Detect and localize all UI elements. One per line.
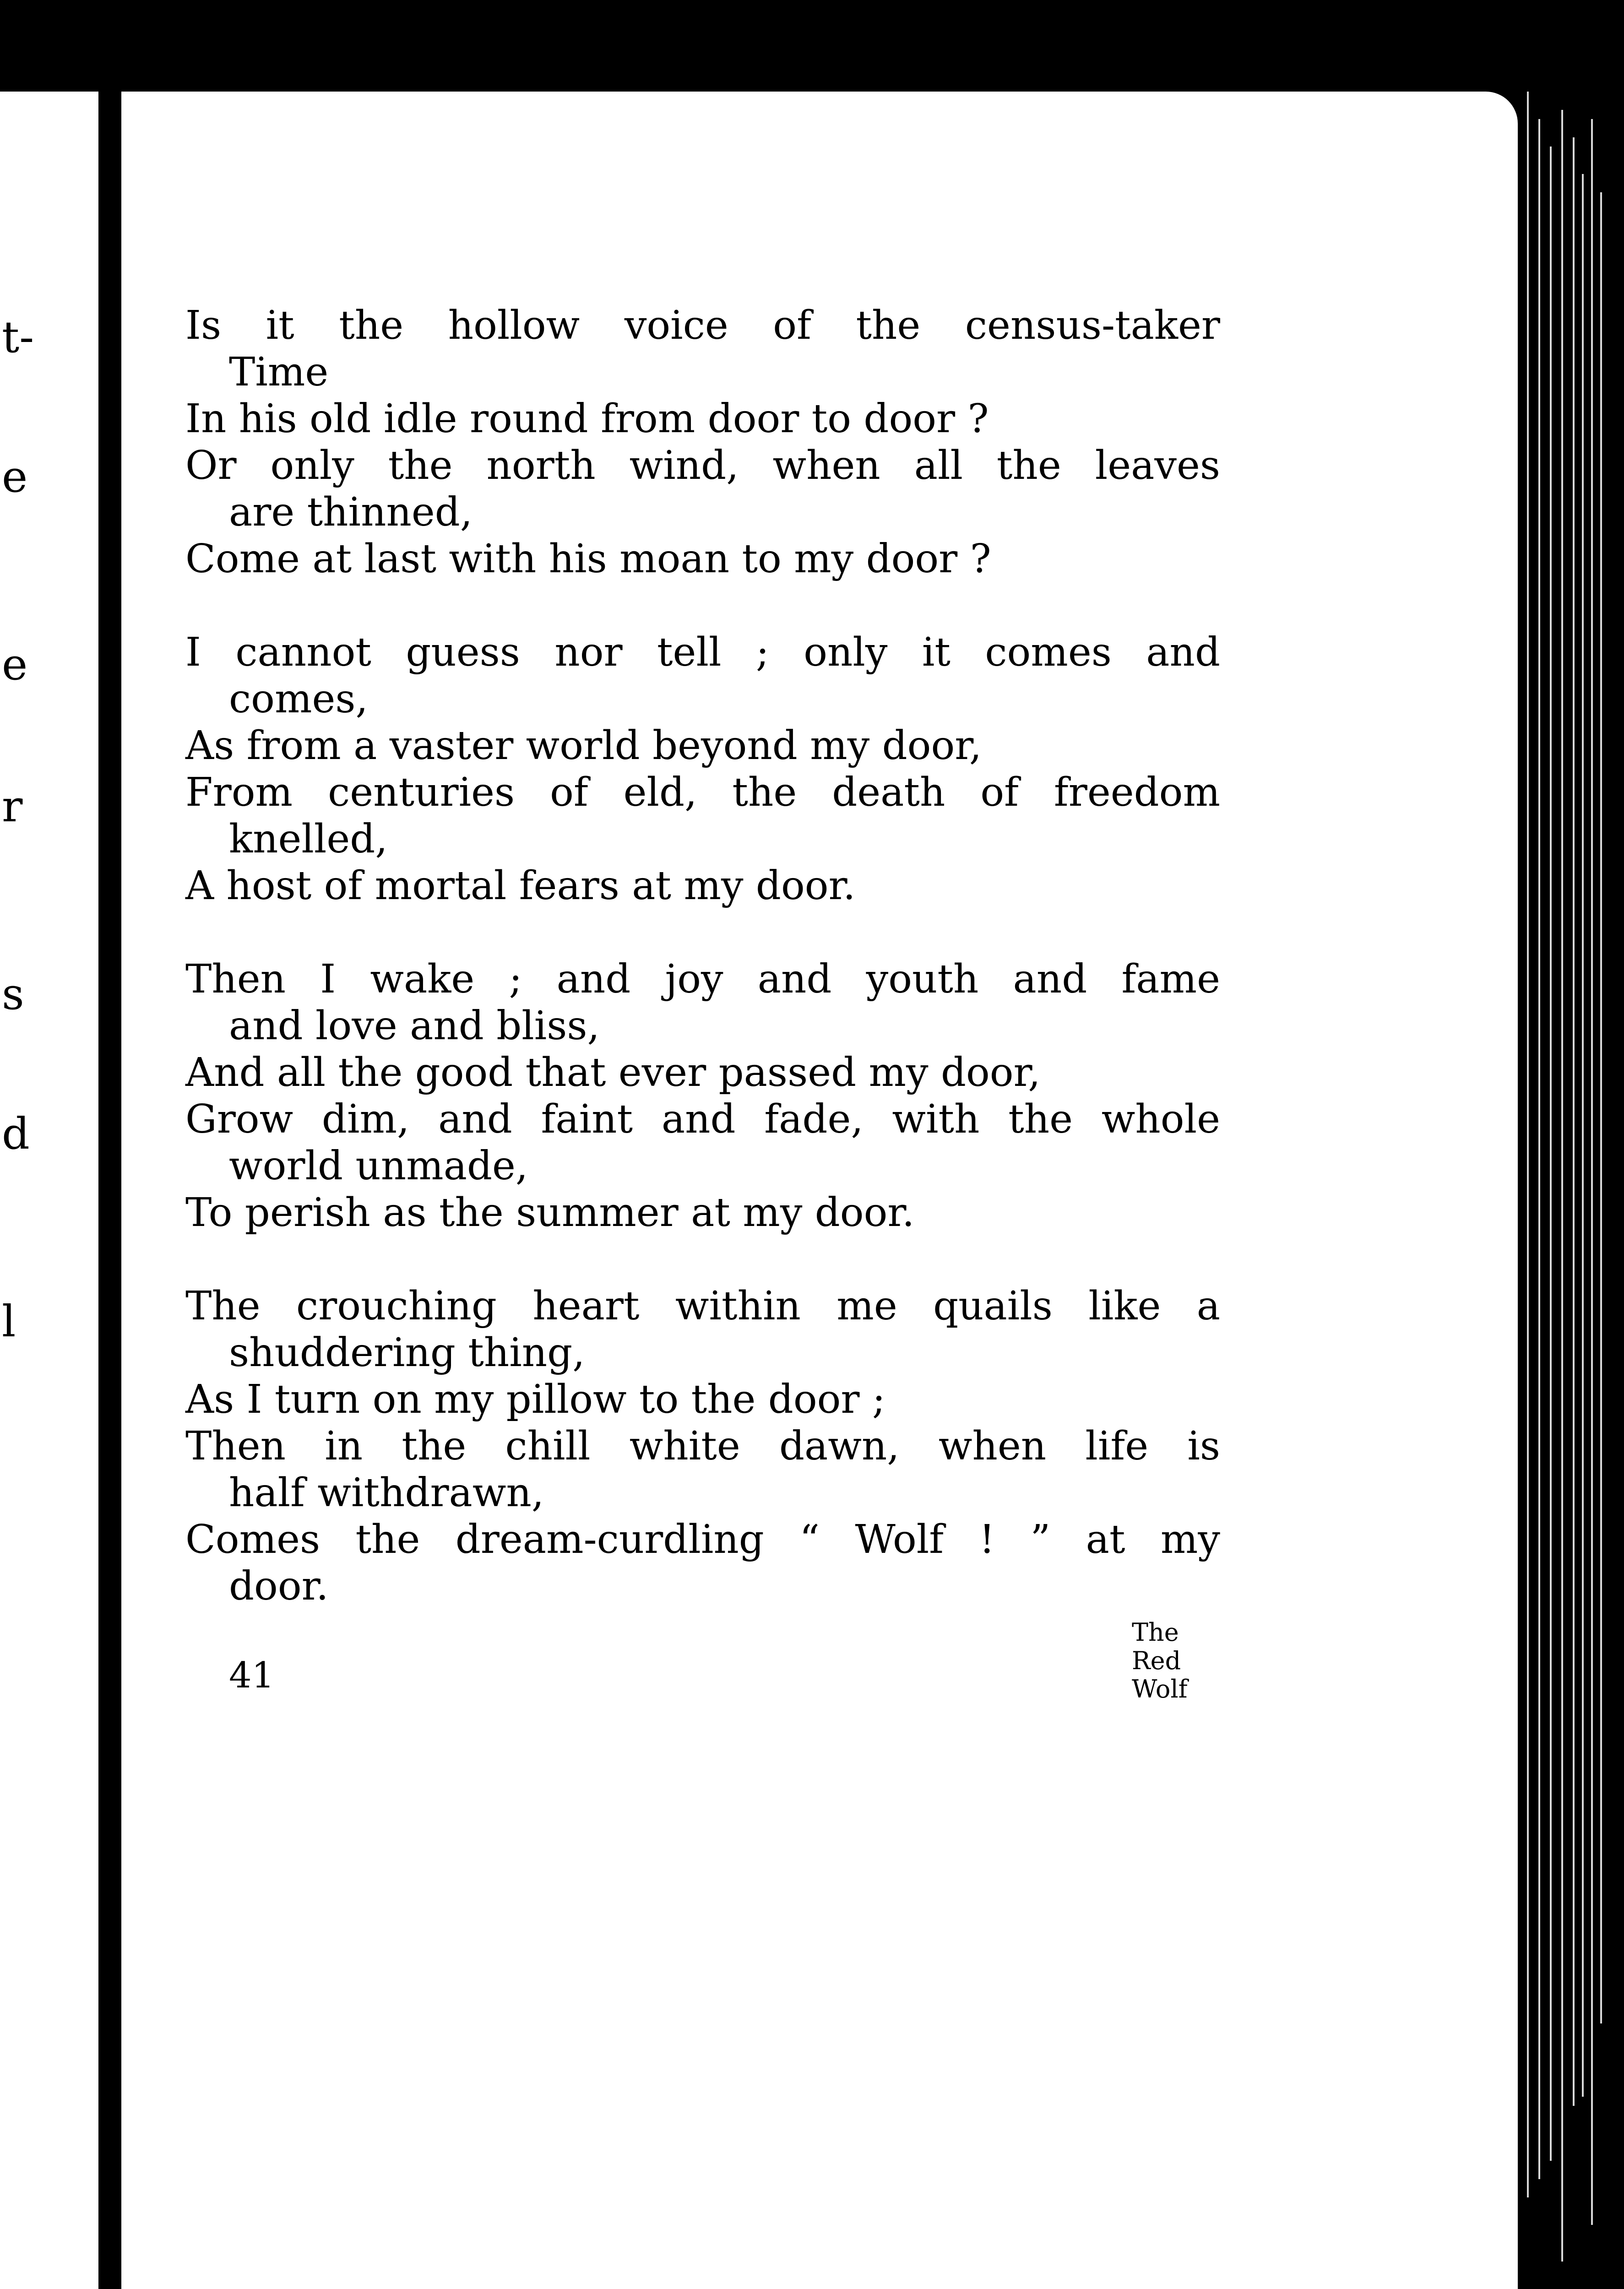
poem-line: In his old idle round from door to door ? (185, 396, 989, 442)
poem-line: Then I wake ; and joy and youth and fame (185, 956, 1220, 1002)
poem-line: Then in the chill white dawn, when life is (185, 1423, 1220, 1469)
poem-line-continuation: knelled, (229, 816, 388, 862)
poem-line-continuation: world unmade, (229, 1143, 528, 1189)
stanza (185, 1283, 1220, 1610)
poem-line: A host of mortal fears at my door. (185, 863, 856, 909)
page-edge-streak (1550, 146, 1552, 2161)
poem-line: As from a vaster world beyond my door, (185, 723, 982, 769)
margin-letter-fragment: e (2, 640, 28, 690)
poem-line: The crouching heart within me quails like a (185, 1283, 1220, 1329)
page-edge-streak (1527, 92, 1529, 2197)
poem-line-continuation: are thinned, (229, 489, 473, 535)
page-edge-streak (1582, 174, 1584, 2097)
page-edge-streak (1573, 137, 1575, 2106)
poem-line: Grow dim, and faint and fade, with the whole (185, 1096, 1220, 1142)
poem-line: From centuries of eld, the death of freedom (185, 770, 1220, 815)
margin-letter-fragment: s (2, 969, 24, 1020)
poem-line-continuation: door. (229, 1563, 329, 1609)
margin-letter-fragment: t- (2, 312, 34, 363)
poem-line-continuation: shuddering thing, (229, 1330, 585, 1376)
running-title-line: The (1132, 1618, 1179, 1647)
poem-line: Comes the dream-curdling “ Wolf ! ” at my (185, 1517, 1220, 1562)
poem-line: And all the good that ever passed my door, (185, 1050, 1041, 1096)
margin-letter-fragment: r (2, 781, 23, 832)
margin-letter-fragment: e (2, 452, 28, 502)
poem-line: Come at last with his moan to my door ? (185, 536, 991, 582)
poem-line-continuation: and love and bliss, (229, 1003, 600, 1049)
page-edge-streak (1561, 110, 1563, 2262)
poem-line-continuation: Time (229, 349, 329, 395)
poem-line: Or only the north wind, when all the leaves (185, 443, 1220, 488)
previous-page-letter-fragments (0, 0, 98, 2289)
running-title-line: Wolf (1132, 1675, 1188, 1703)
stanza (185, 629, 1220, 909)
stanza (185, 302, 1220, 582)
page-edge-streak (1591, 119, 1593, 2225)
page-edge-streak (1600, 192, 1602, 2023)
poem-line-continuation: comes, (229, 676, 368, 722)
running-title-line: Red (1132, 1646, 1181, 1675)
poem-line: As I turn on my pillow to the door ; (185, 1377, 885, 1422)
poem-line: To perish as the summer at my door. (185, 1190, 915, 1236)
poem-line: I cannot guess nor tell ; only it comes and (185, 629, 1220, 675)
poem-text (185, 302, 1220, 1656)
book-gutter (98, 0, 121, 2289)
poem-line-continuation: half withdrawn, (229, 1470, 544, 1516)
poem-line: Is it the hollow voice of the census-taker (185, 303, 1220, 348)
margin-letter-fragment: l (2, 1296, 16, 1347)
page-edge-streak (1538, 119, 1540, 2179)
book-fore-edge (1518, 0, 1624, 2289)
stanza (185, 956, 1220, 1236)
margin-letter-fragment: d (2, 1109, 30, 1159)
page-number: 41 (229, 1655, 275, 1696)
running-title (1132, 1618, 1188, 1703)
